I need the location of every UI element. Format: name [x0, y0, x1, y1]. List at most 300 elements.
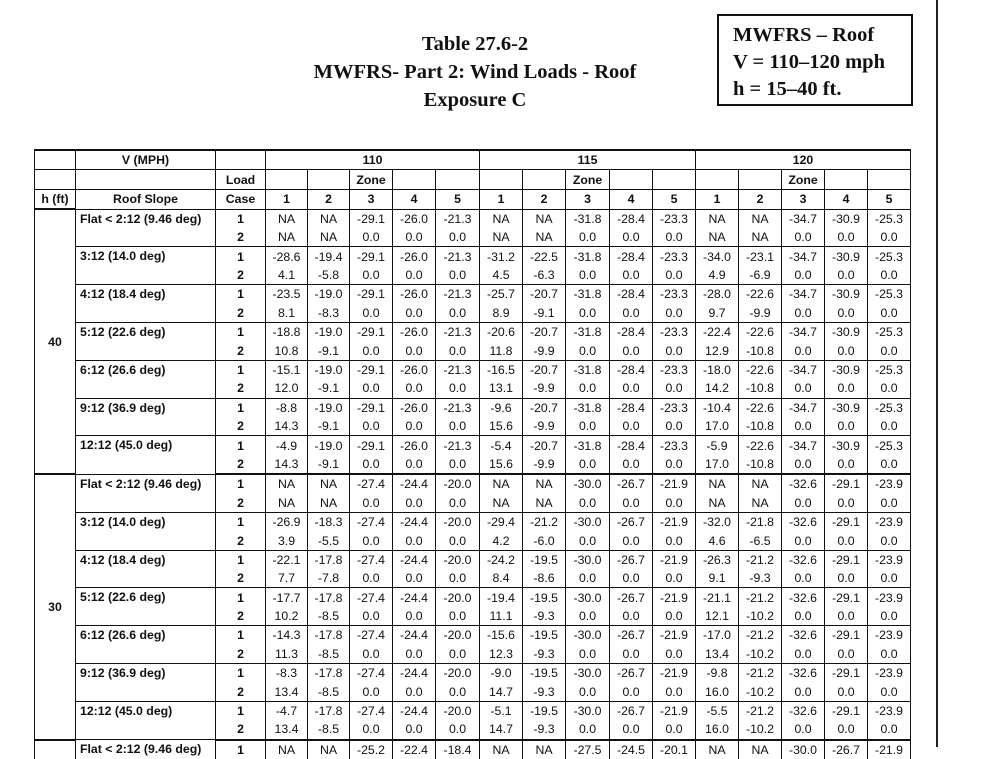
load-value: -9.1: [523, 304, 566, 323]
zone-blank: [610, 170, 653, 189]
zone-number-header: 1: [480, 189, 523, 209]
load-value: -21.2: [739, 664, 782, 683]
roof-slope-label: 6:12 (26.6 deg): [76, 360, 216, 398]
load-value: -8.5: [308, 720, 350, 739]
load-case: 2: [216, 645, 266, 664]
load-value: -20.1: [653, 740, 696, 759]
load-value: -30.9: [825, 398, 868, 417]
roof-slope-label: 5:12 (22.6 deg): [76, 588, 216, 626]
load-case: 2: [216, 607, 266, 626]
load-value: 0.0: [653, 531, 696, 550]
load-value: -10.8: [739, 455, 782, 474]
load-value: 13.4: [266, 682, 308, 701]
load-value: -23.9: [868, 474, 911, 493]
load-value: 0.0: [782, 494, 825, 513]
load-value: 14.3: [266, 417, 308, 436]
load-value: 0.0: [610, 531, 653, 550]
infobox-system: MWFRS – Roof: [733, 24, 875, 46]
load-value: 0.0: [436, 266, 480, 285]
load-value: -9.1: [308, 341, 350, 360]
load-value: -29.1: [825, 474, 868, 493]
load-value: 0.0: [782, 645, 825, 664]
load-value: -30.0: [566, 512, 610, 531]
load-value: -21.2: [523, 512, 566, 531]
load-value: 0.0: [825, 341, 868, 360]
load-value: 0.0: [653, 304, 696, 323]
load-value: -23.3: [653, 285, 696, 304]
load-value: -26.7: [610, 550, 653, 569]
load-value: -9.1: [308, 379, 350, 398]
roof-slope-label: 12:12 (45.0 deg): [76, 701, 216, 739]
load-case: 2: [216, 531, 266, 550]
roof-slope-label: 3:12 (14.0 deg): [76, 247, 216, 285]
load-value: -4.9: [266, 436, 308, 455]
load-value: -27.4: [350, 512, 393, 531]
load-value: -25.7: [480, 285, 523, 304]
load-value: 0.0: [868, 341, 911, 360]
load-value: 0.0: [610, 455, 653, 474]
load-value: -28.4: [610, 360, 653, 379]
height-value: 40: [35, 209, 76, 474]
load-case: 1: [216, 664, 266, 683]
load-value: 0.0: [868, 494, 911, 513]
load-value: 15.6: [480, 455, 523, 474]
load-value: 0.0: [350, 379, 393, 398]
zone-number-header: 2: [308, 189, 350, 209]
load-value: 0.0: [393, 417, 436, 436]
load-value: 11.1: [480, 607, 523, 626]
load-value: -29.1: [350, 398, 393, 417]
load-value: -26.0: [393, 398, 436, 417]
load-value: -27.4: [350, 626, 393, 645]
load-value: 0.0: [393, 266, 436, 285]
zone-number-header: 2: [523, 189, 566, 209]
load-value: -5.8: [308, 266, 350, 285]
load-value: -31.8: [566, 247, 610, 266]
roof-slope-label: Flat < 2:12 (9.46 deg): [76, 474, 216, 512]
load-value: 0.0: [436, 341, 480, 360]
table-subtitle: MWFRS- Part 2: Wind Loads - Roof: [313, 61, 637, 83]
load-value: -32.6: [782, 550, 825, 569]
load-value: -34.7: [782, 360, 825, 379]
load-value: NA: [266, 209, 308, 228]
load-value: NA: [696, 474, 739, 493]
load-value: 0.0: [393, 720, 436, 739]
load-value: 0.0: [653, 645, 696, 664]
load-value: 0.0: [868, 645, 911, 664]
table-row: [35, 588, 911, 607]
load-value: 0.0: [393, 531, 436, 550]
load-value: -30.9: [825, 247, 868, 266]
load-value: -25.3: [868, 436, 911, 455]
load-value: 12.0: [266, 379, 308, 398]
load-value: 15.6: [480, 417, 523, 436]
load-value: 0.0: [350, 720, 393, 739]
load-value: -14.3: [266, 626, 308, 645]
load-value: -19.0: [308, 436, 350, 455]
load-value: 0.0: [825, 494, 868, 513]
load-value: -34.0: [696, 247, 739, 266]
load-value: 0.0: [868, 569, 911, 588]
infobox-height-range: h = 15–40 ft.: [733, 78, 842, 100]
load-value: -20.0: [436, 550, 480, 569]
load-value: -32.6: [782, 664, 825, 683]
v-mph-header: V (MPH): [76, 150, 216, 170]
load-value: -30.9: [825, 209, 868, 228]
load-value: NA: [696, 494, 739, 513]
load-case: 2: [216, 228, 266, 247]
load-value: -21.3: [436, 209, 480, 228]
load-value: -28.4: [610, 247, 653, 266]
load-case: 2: [216, 341, 266, 360]
zone-number-header: 4: [610, 189, 653, 209]
load-value: -17.8: [308, 550, 350, 569]
load-value: -23.9: [868, 664, 911, 683]
load-case: 2: [216, 720, 266, 739]
load-value: 0.0: [610, 341, 653, 360]
load-value: 0.0: [610, 645, 653, 664]
load-value: -25.3: [868, 247, 911, 266]
load-value: -21.3: [436, 285, 480, 304]
load-value: -5.5: [308, 531, 350, 550]
load-value: -29.4: [480, 512, 523, 531]
load-value: -26.0: [393, 360, 436, 379]
load-value: -9.3: [523, 682, 566, 701]
load-value: 0.0: [610, 228, 653, 247]
load-value: 0.0: [868, 455, 911, 474]
load-value: -34.7: [782, 209, 825, 228]
load-value: NA: [480, 474, 523, 493]
load-value: -21.3: [436, 247, 480, 266]
load-value: -30.0: [566, 474, 610, 493]
load-value: 0.0: [653, 720, 696, 739]
roof-slope-label: 6:12 (26.6 deg): [76, 626, 216, 664]
load-value: 0.0: [436, 531, 480, 550]
zone-blank: [696, 170, 739, 189]
load-value: 0.0: [566, 304, 610, 323]
load-value: -26.0: [393, 247, 436, 266]
load-value: -19.0: [308, 285, 350, 304]
zone-header-115: Zone: [566, 170, 610, 189]
load-value: 0.0: [393, 341, 436, 360]
load-value: -19.4: [480, 588, 523, 607]
load-value: -30.0: [782, 740, 825, 759]
load-value: 0.0: [653, 455, 696, 474]
zone-number-header: 1: [266, 189, 308, 209]
load-value: -34.7: [782, 436, 825, 455]
load-value: 0.0: [825, 304, 868, 323]
load-value: -31.8: [566, 209, 610, 228]
load-case: 2: [216, 379, 266, 398]
load-value: 0.0: [825, 682, 868, 701]
load-value: -4.7: [266, 701, 308, 720]
load-value: 0.0: [350, 228, 393, 247]
load-value: 9.7: [696, 304, 739, 323]
load-value: NA: [739, 228, 782, 247]
load-value: -21.2: [739, 701, 782, 720]
load-value: 0.0: [350, 304, 393, 323]
load-value: 0.0: [782, 531, 825, 550]
load-value: 0.0: [436, 494, 480, 513]
zone-number-header: 5: [436, 189, 480, 209]
load-value: NA: [523, 228, 566, 247]
load-value: -6.5: [739, 531, 782, 550]
table-row: [35, 209, 911, 228]
load-value: 0.0: [566, 341, 610, 360]
zone-header-120: Zone: [782, 170, 825, 189]
load-case: 1: [216, 323, 266, 342]
load-value: -24.4: [393, 512, 436, 531]
roof-slope-header: Roof Slope: [76, 189, 216, 209]
load-value: 0.0: [393, 379, 436, 398]
load-value: -17.0: [696, 626, 739, 645]
load-value: 0.0: [610, 682, 653, 701]
load-value: -32.6: [782, 474, 825, 493]
speed-110-header: 110: [266, 150, 480, 170]
load-value: -26.0: [393, 285, 436, 304]
load-value: -19.0: [308, 398, 350, 417]
load-value: 0.0: [825, 531, 868, 550]
load-value: 0.0: [393, 304, 436, 323]
load-value: -22.5: [523, 247, 566, 266]
load-value: -29.1: [350, 323, 393, 342]
load-value: -9.0: [480, 664, 523, 683]
load-value: 0.0: [782, 228, 825, 247]
load-value: -20.7: [523, 360, 566, 379]
table-row: [35, 626, 911, 645]
load-case: 1: [216, 360, 266, 379]
load-value: 0.0: [436, 417, 480, 436]
load-value: NA: [480, 740, 523, 759]
load-value: -21.9: [653, 512, 696, 531]
load-value: -17.7: [266, 588, 308, 607]
zone-number-header: 3: [566, 189, 610, 209]
load-value: -25.3: [868, 285, 911, 304]
load-value: -18.3: [308, 512, 350, 531]
load-value: -9.9: [523, 417, 566, 436]
load-value: 4.2: [480, 531, 523, 550]
load-value: 0.0: [566, 569, 610, 588]
table-row: [35, 323, 911, 342]
load-value: -9.8: [696, 664, 739, 683]
load-value: -21.9: [653, 550, 696, 569]
load-value: NA: [739, 474, 782, 493]
load-value: -20.0: [436, 664, 480, 683]
table-row: [35, 512, 911, 531]
load-value: -9.1: [308, 455, 350, 474]
load-value: 0.0: [436, 720, 480, 739]
load-value: -17.8: [308, 626, 350, 645]
load-value: -18.8: [266, 323, 308, 342]
load-value: -22.6: [739, 285, 782, 304]
load-case: 2: [216, 455, 266, 474]
load-value: -27.4: [350, 664, 393, 683]
load-value: 11.8: [480, 341, 523, 360]
load-value: 0.0: [782, 607, 825, 626]
roof-slope-label: 4:12 (18.4 deg): [76, 550, 216, 588]
load-value: 0.0: [350, 645, 393, 664]
load-value: 0.0: [868, 720, 911, 739]
load-value: -34.7: [782, 398, 825, 417]
load-case: 1: [216, 398, 266, 417]
load-value: 0.0: [825, 379, 868, 398]
zone-blank: [436, 170, 480, 189]
load-value: 0.0: [782, 720, 825, 739]
load-value: 0.0: [653, 341, 696, 360]
load-value: -24.2: [480, 550, 523, 569]
load-value: NA: [739, 209, 782, 228]
load-value: 0.0: [653, 682, 696, 701]
load-value: 0.0: [393, 455, 436, 474]
load-value: -10.8: [739, 341, 782, 360]
load-value: -23.3: [653, 360, 696, 379]
load-value: 0.0: [610, 266, 653, 285]
load-value: 0.0: [566, 531, 610, 550]
roof-slope-label: 9:12 (36.9 deg): [76, 664, 216, 702]
load-value: 0.0: [653, 607, 696, 626]
load-value: -24.4: [393, 588, 436, 607]
load-value: -8.8: [266, 398, 308, 417]
table-row: [35, 474, 911, 493]
load-value: 0.0: [436, 228, 480, 247]
zone-number-header: 5: [868, 189, 911, 209]
load-value: -23.3: [653, 398, 696, 417]
roof-slope-label: Flat < 2:12 (9.46 deg): [76, 740, 216, 759]
load-value: -31.8: [566, 285, 610, 304]
zone-blank: [868, 170, 911, 189]
load-value: -20.7: [523, 323, 566, 342]
speed-115-header: 115: [480, 150, 696, 170]
load-value: -24.4: [393, 664, 436, 683]
table-row: [35, 701, 911, 720]
zone-blank: [480, 170, 523, 189]
load-value: -22.4: [696, 323, 739, 342]
load-value: 0.0: [436, 455, 480, 474]
load-value: -24.5: [610, 740, 653, 759]
h-ft-header: h (ft): [35, 189, 76, 209]
load-value: 0.0: [653, 494, 696, 513]
load-value: -26.7: [610, 474, 653, 493]
zone-blank: [523, 170, 566, 189]
load-value: -17.8: [308, 664, 350, 683]
load-value: 13.4: [696, 645, 739, 664]
load-value: -22.6: [739, 323, 782, 342]
load-value: -17.8: [308, 588, 350, 607]
load-value: -26.9: [266, 512, 308, 531]
load-value: 0.0: [436, 304, 480, 323]
load-value: -30.9: [825, 285, 868, 304]
load-value: 11.3: [266, 645, 308, 664]
load-value: -9.3: [523, 720, 566, 739]
load-value: -25.3: [868, 323, 911, 342]
load-value: -23.3: [653, 209, 696, 228]
load-value: -30.9: [825, 360, 868, 379]
load-value: -28.4: [610, 209, 653, 228]
table-row: [35, 550, 911, 569]
load-value: -26.0: [393, 436, 436, 455]
load-value: 0.0: [610, 304, 653, 323]
load-case: 2: [216, 682, 266, 701]
load-value: -21.9: [653, 474, 696, 493]
load-value: -21.9: [653, 588, 696, 607]
load-case: 2: [216, 304, 266, 323]
load-value: -26.7: [610, 664, 653, 683]
load-value: 0.0: [566, 682, 610, 701]
load-value: 0.0: [350, 531, 393, 550]
table-row: [35, 436, 911, 455]
load-value: NA: [266, 228, 308, 247]
load-value: NA: [696, 209, 739, 228]
load-value: -26.3: [696, 550, 739, 569]
load-value: -21.9: [653, 664, 696, 683]
load-value: 13.4: [266, 720, 308, 739]
table-row: [35, 247, 911, 266]
load-value: NA: [308, 474, 350, 493]
load-value: 0.0: [436, 569, 480, 588]
load-value: 4.1: [266, 266, 308, 285]
load-value: 0.0: [436, 607, 480, 626]
load-value: 10.2: [266, 607, 308, 626]
load-value: 0.0: [436, 682, 480, 701]
load-value: -30.0: [566, 664, 610, 683]
load-value: -8.3: [308, 304, 350, 323]
table-title: [260, 30, 690, 114]
zone-header-110: Zone: [350, 170, 393, 189]
load-value: -5.5: [696, 701, 739, 720]
load-value: -8.3: [266, 664, 308, 683]
load-value: -23.9: [868, 626, 911, 645]
load-value: -24.4: [393, 701, 436, 720]
load-value: 14.3: [266, 455, 308, 474]
load-value: -21.3: [436, 360, 480, 379]
load-case: 1: [216, 550, 266, 569]
table-row: [35, 398, 911, 417]
load-value: 0.0: [350, 341, 393, 360]
load-value: 12.9: [696, 341, 739, 360]
load-value: -9.6: [480, 398, 523, 417]
load-value: -18.0: [696, 360, 739, 379]
load-value: -19.5: [523, 664, 566, 683]
header-blank: [35, 170, 76, 189]
load-value: -21.2: [739, 626, 782, 645]
load-value: -20.0: [436, 626, 480, 645]
load-value: -9.9: [523, 455, 566, 474]
load-value: -9.3: [523, 607, 566, 626]
load-value: 0.0: [653, 228, 696, 247]
load-value: -20.0: [436, 588, 480, 607]
load-value: -27.5: [566, 740, 610, 759]
load-value: -29.1: [350, 285, 393, 304]
load-value: -34.7: [782, 323, 825, 342]
load-value: -31.8: [566, 398, 610, 417]
scope-infobox: [717, 14, 913, 106]
load-value: 0.0: [350, 569, 393, 588]
zone-number-header: 3: [350, 189, 393, 209]
load-case: 1: [216, 588, 266, 607]
load-header-top: Load: [216, 170, 266, 189]
load-value: 0.0: [825, 569, 868, 588]
load-value: 0.0: [393, 607, 436, 626]
load-value: -6.3: [523, 266, 566, 285]
load-value: 0.0: [868, 379, 911, 398]
load-value: 0.0: [610, 569, 653, 588]
load-value: -21.1: [696, 588, 739, 607]
load-value: 0.0: [782, 682, 825, 701]
load-value: NA: [308, 228, 350, 247]
zone-number-header: 4: [393, 189, 436, 209]
header-blank: [76, 170, 216, 189]
load-value: -31.8: [566, 323, 610, 342]
